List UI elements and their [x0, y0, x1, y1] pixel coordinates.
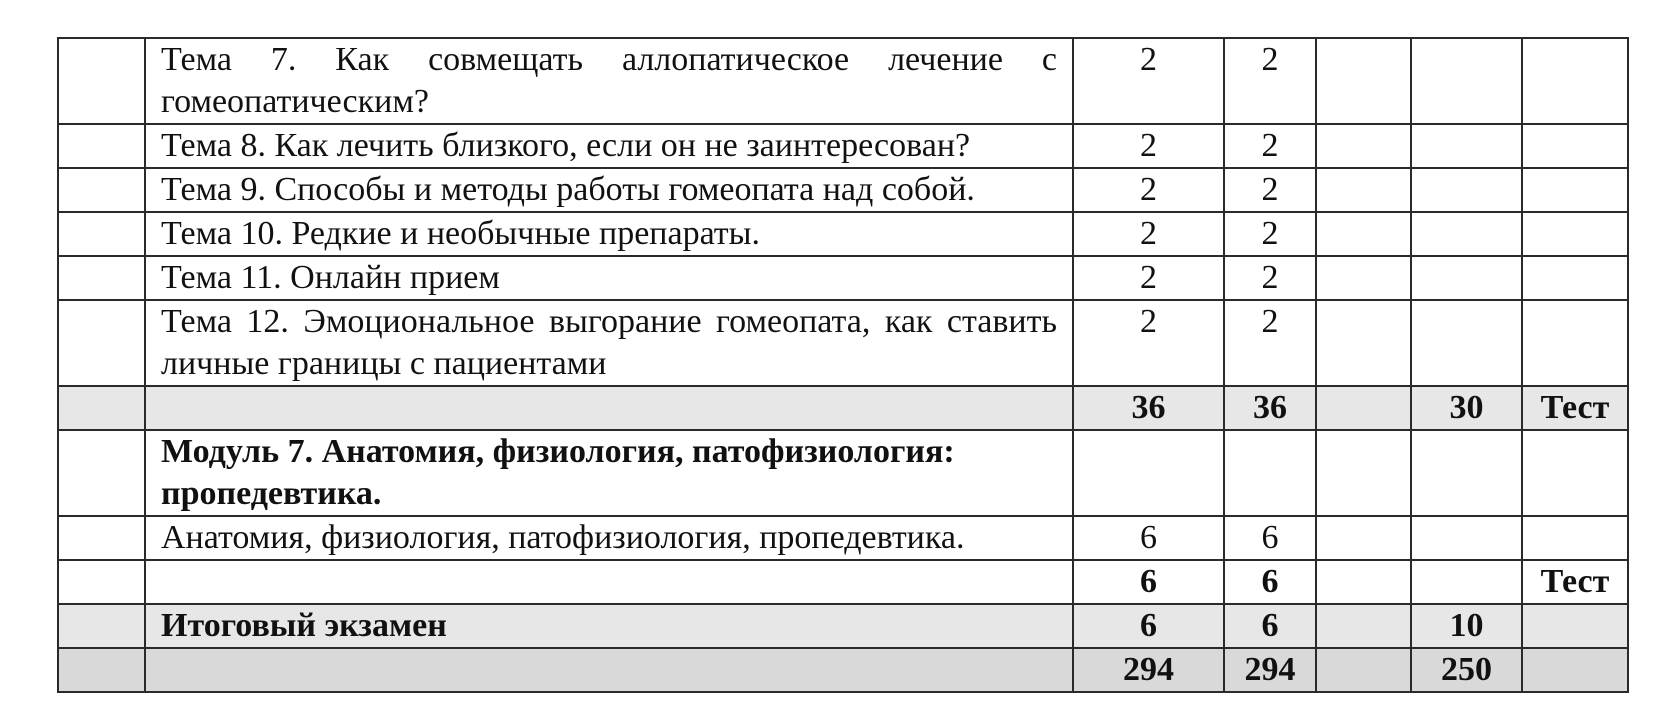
row-number-cell — [58, 604, 145, 648]
hours-total-cell: 294 — [1073, 648, 1224, 692]
hours-lecture-cell: 2 — [1224, 300, 1316, 386]
control-form-cell — [1522, 38, 1628, 124]
topic-cell: Тема 11. Онлайн прием — [145, 256, 1073, 300]
control-form-cell — [1522, 300, 1628, 386]
topic-cell: Тема 12. Эмоциональное выгорание гомеопата, как ставить личные границы с пациентами — [145, 300, 1073, 386]
hours-selfstudy-cell: 250 — [1411, 648, 1522, 692]
hours-total-cell: 2 — [1073, 38, 1224, 124]
topic-cell — [145, 386, 1073, 430]
hours-selfstudy-cell — [1411, 256, 1522, 300]
control-form-cell — [1522, 648, 1628, 692]
hours-lecture-cell — [1224, 430, 1316, 516]
hours-total-cell: 6 — [1073, 604, 1224, 648]
table-row — [58, 38, 1628, 124]
hours-lecture-cell: 2 — [1224, 124, 1316, 168]
row-number-cell — [58, 516, 145, 560]
control-form-cell — [1522, 430, 1628, 516]
topic-cell: Тема 8. Как лечить близкого, если он не заинтересован? — [145, 124, 1073, 168]
hours-selfstudy-cell — [1411, 168, 1522, 212]
topic-cell — [145, 648, 1073, 692]
row-number-cell — [58, 560, 145, 604]
table-row — [58, 168, 1628, 212]
hours-selfstudy-cell: 10 — [1411, 604, 1522, 648]
topic-cell: Тема 10. Редкие и необычные препараты. — [145, 212, 1073, 256]
module-subtotal-row — [58, 560, 1628, 604]
control-form-cell: Тест — [1522, 386, 1628, 430]
module-subtotal-row — [58, 386, 1628, 430]
topic-cell — [145, 560, 1073, 604]
curriculum-table — [57, 37, 1629, 693]
hours-selfstudy-cell — [1411, 38, 1522, 124]
topic-cell: Тема 9. Способы и методы работы гомеопата над собой. — [145, 168, 1073, 212]
module-title-cell: Модуль 7. Анатомия, физиология, патофизиология: пропедевтика. — [145, 430, 1073, 516]
topic-cell: Итоговый экзамен — [145, 604, 1073, 648]
hours-selfstudy-cell: 30 — [1411, 386, 1522, 430]
module-heading-row — [58, 430, 1628, 516]
row-number-cell — [58, 168, 145, 212]
hours-lecture-cell: 2 — [1224, 38, 1316, 124]
topic-cell: Анатомия, физиология, патофизиология, пропедевтика. — [145, 516, 1073, 560]
row-number-cell — [58, 300, 145, 386]
hours-total-cell: 2 — [1073, 256, 1224, 300]
control-form-cell — [1522, 516, 1628, 560]
row-number-cell — [58, 648, 145, 692]
hours-total-cell: 2 — [1073, 168, 1224, 212]
table-row — [58, 516, 1628, 560]
grand-total-row — [58, 648, 1628, 692]
hours-selfstudy-cell — [1411, 560, 1522, 604]
hours-selfstudy-cell — [1411, 300, 1522, 386]
control-form-cell — [1522, 604, 1628, 648]
hours-practice-cell — [1316, 560, 1411, 604]
table-row — [58, 300, 1628, 386]
hours-lecture-cell: 2 — [1224, 168, 1316, 212]
hours-selfstudy-cell — [1411, 516, 1522, 560]
control-form-cell: Тест — [1522, 560, 1628, 604]
hours-lecture-cell: 2 — [1224, 212, 1316, 256]
hours-practice-cell — [1316, 168, 1411, 212]
row-number-cell — [58, 212, 145, 256]
table-row — [58, 256, 1628, 300]
hours-total-cell — [1073, 430, 1224, 516]
hours-practice-cell — [1316, 256, 1411, 300]
topic-cell: Тема 7. Как совмещать аллопатическое лечение с гомеопатическим? — [145, 38, 1073, 124]
hours-practice-cell — [1316, 604, 1411, 648]
table-row — [58, 212, 1628, 256]
hours-selfstudy-cell — [1411, 124, 1522, 168]
hours-lecture-cell: 294 — [1224, 648, 1316, 692]
hours-practice-cell — [1316, 386, 1411, 430]
hours-total-cell: 2 — [1073, 300, 1224, 386]
hours-practice-cell — [1316, 300, 1411, 386]
hours-lecture-cell: 6 — [1224, 604, 1316, 648]
hours-total-cell: 2 — [1073, 124, 1224, 168]
hours-selfstudy-cell — [1411, 212, 1522, 256]
row-number-cell — [58, 256, 145, 300]
row-number-cell — [58, 38, 145, 124]
hours-practice-cell — [1316, 124, 1411, 168]
control-form-cell — [1522, 212, 1628, 256]
row-number-cell — [58, 430, 145, 516]
hours-lecture-cell: 36 — [1224, 386, 1316, 430]
hours-lecture-cell: 2 — [1224, 256, 1316, 300]
hours-selfstudy-cell — [1411, 430, 1522, 516]
control-form-cell — [1522, 168, 1628, 212]
hours-lecture-cell: 6 — [1224, 560, 1316, 604]
final-exam-row — [58, 604, 1628, 648]
control-form-cell — [1522, 124, 1628, 168]
hours-practice-cell — [1316, 430, 1411, 516]
table-row — [58, 124, 1628, 168]
hours-practice-cell — [1316, 38, 1411, 124]
hours-lecture-cell: 6 — [1224, 516, 1316, 560]
hours-total-cell: 36 — [1073, 386, 1224, 430]
hours-practice-cell — [1316, 648, 1411, 692]
control-form-cell — [1522, 256, 1628, 300]
hours-practice-cell — [1316, 516, 1411, 560]
hours-total-cell: 6 — [1073, 516, 1224, 560]
row-number-cell — [58, 386, 145, 430]
hours-practice-cell — [1316, 212, 1411, 256]
row-number-cell — [58, 124, 145, 168]
hours-total-cell: 2 — [1073, 212, 1224, 256]
hours-total-cell: 6 — [1073, 560, 1224, 604]
